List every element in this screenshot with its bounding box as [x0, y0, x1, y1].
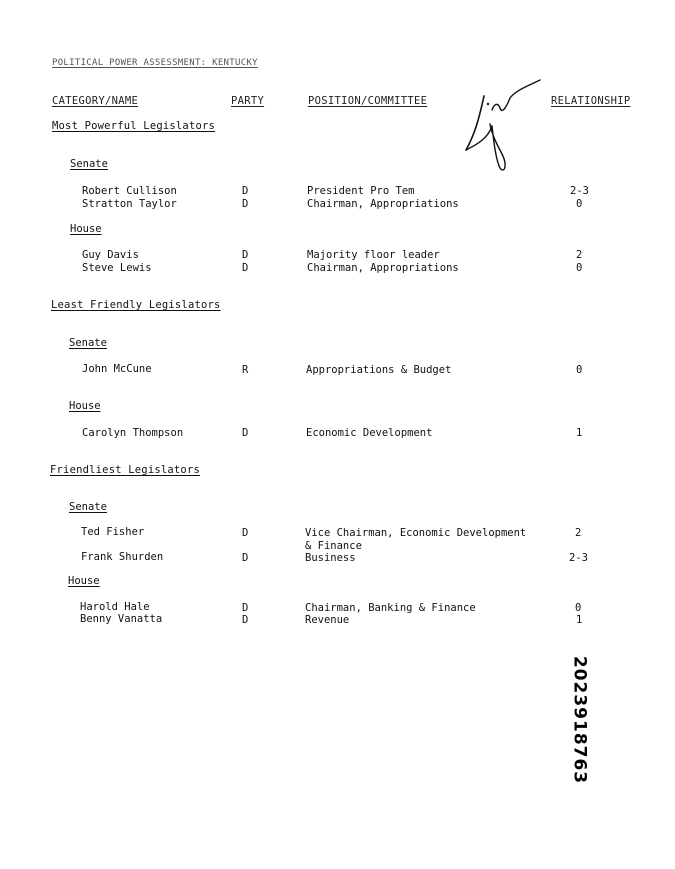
legislator-position: President Pro Tem [307, 185, 415, 197]
legislator-position: Chairman, Appropriations [307, 198, 459, 210]
document-id-rotated [569, 655, 590, 785]
legislator-party: D [242, 602, 249, 614]
legislator-relationship: 0 [576, 198, 583, 210]
header-relationship: RELATIONSHIP [551, 95, 631, 107]
legislator-name: Robert Cullison [82, 185, 177, 197]
legislator-position: Chairman, Appropriations [307, 262, 459, 274]
legislator-relationship: 2-3 [570, 185, 589, 197]
legislator-party: D [242, 185, 249, 197]
handwritten-initials-signature [462, 74, 544, 174]
section-title-friendliest: Friendliest Legislators [50, 464, 200, 476]
legislator-position: Revenue [305, 614, 350, 626]
chamber-label-house: House [70, 223, 102, 235]
chamber-label-senate: Senate [69, 337, 107, 349]
legislator-party: R [242, 364, 249, 376]
legislator-relationship: 1 [576, 427, 583, 439]
legislator-relationship: 2-3 [569, 552, 588, 564]
legislator-party: D [242, 527, 249, 539]
legislator-position: Vice Chairman, Economic Development [305, 527, 527, 539]
legislator-party: D [242, 614, 249, 626]
chamber-label-house: House [68, 575, 100, 587]
legislator-position: Majority floor leader [307, 249, 440, 261]
legislator-position: Economic Development [306, 427, 433, 439]
header-position: POSITION/COMMITTEE [308, 95, 428, 107]
legislator-relationship: 1 [576, 614, 583, 626]
header-name: CATEGORY/NAME [52, 95, 139, 107]
legislator-name: Stratton Taylor [82, 198, 177, 210]
section-title-least-friendly: Least Friendly Legislators [51, 299, 221, 311]
legislator-relationship: 2 [575, 527, 582, 539]
legislator-position: Business [305, 552, 356, 564]
chamber-label-senate: Senate [70, 158, 108, 170]
chamber-label-senate: Senate [69, 501, 107, 513]
legislator-name: Guy Davis [82, 249, 139, 261]
document-title: POLITICAL POWER ASSESSMENT: KENTUCKY [52, 58, 258, 68]
legislator-party: D [242, 198, 249, 210]
legislator-name: Ted Fisher [81, 526, 145, 538]
legislator-name: John McCune [82, 363, 152, 375]
header-party: PARTY [231, 95, 265, 107]
legislator-name: Benny Vanatta [80, 613, 163, 625]
legislator-name: Frank Shurden [81, 551, 164, 563]
legislator-party: D [242, 427, 249, 439]
legislator-relationship: 0 [576, 364, 583, 376]
legislator-relationship: 0 [575, 602, 582, 614]
legislator-party: D [242, 249, 249, 261]
legislator-party: D [242, 262, 249, 274]
legislator-name: Carolyn Thompson [82, 427, 184, 439]
legislator-relationship: 2 [576, 249, 583, 261]
section-title-most-powerful: Most Powerful Legislators [52, 120, 216, 132]
legislator-relationship: 0 [576, 262, 583, 274]
chamber-label-house: House [69, 400, 101, 412]
legislator-name: Harold Hale [80, 601, 150, 613]
legislator-party: D [242, 552, 249, 564]
legislator-position-continued: & Finance [305, 540, 362, 552]
document-id: 2023918763 [569, 655, 590, 785]
legislator-position: Chairman, Banking & Finance [305, 602, 476, 614]
legislator-name: Steve Lewis [82, 262, 152, 274]
legislator-position: Appropriations & Budget [306, 364, 452, 376]
